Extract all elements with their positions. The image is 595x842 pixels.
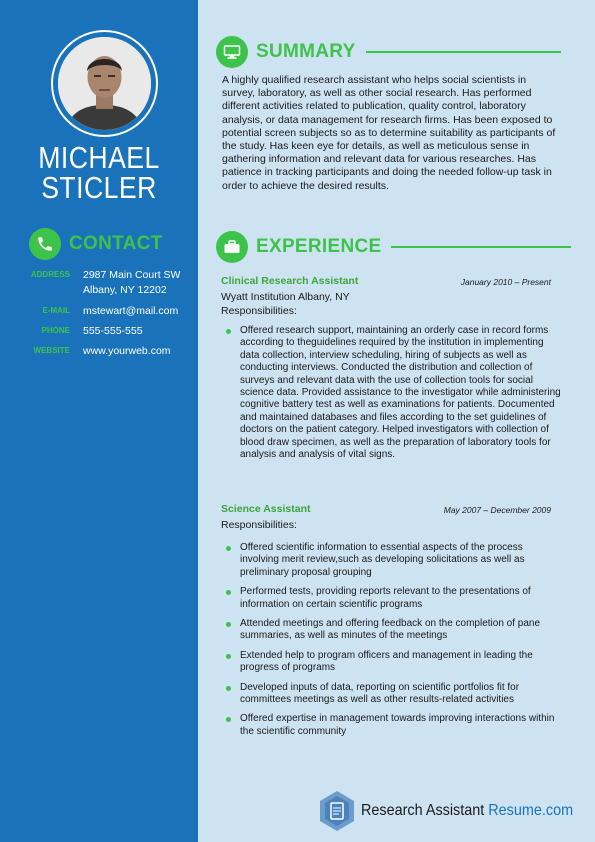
job-1-employer: Wyatt Institution Albany, NY — [221, 291, 350, 303]
summary-text: A highly qualified research assistant who helps social scientists in survey, laboratory, as well as other social research. Has performed different activities related to publication, quality control, laboratory analysis, or data management for research firms. Has been exposed to potential screen subjects so as to determine suitability as participants of the study. Has keen eye for details, as well as meticulous sense in gathering information and relevant data for various researches. Has patience in tracking participants and doing the needed follow-up task in order to achieve the desired results. — [222, 74, 556, 192]
address-line2: Albany, NY 12202 — [83, 284, 167, 296]
job-2-bullets — [221, 542, 561, 745]
job-2-title: Science Assistant — [221, 503, 311, 515]
list-item: Developed inputs of data, reporting on scientific portfolios fit for committees meetings as well as other results-related activities — [221, 682, 561, 707]
phone-value: 555-555-555 — [83, 325, 143, 337]
contact-heading — [29, 228, 163, 260]
address-line1: 2987 Main Court SW — [83, 269, 181, 281]
contact-title: CONTACT — [69, 233, 163, 254]
job-2-date: May 2007 – December 2009 — [443, 505, 551, 515]
brand-logo-text — [361, 802, 573, 820]
list-item: Offered expertise in management towards improving interactions within the scientific community — [221, 713, 561, 738]
phone-label: PHONE — [41, 326, 70, 335]
summary-title: SUMMARY — [256, 41, 356, 62]
email-label: E-MAIL — [42, 306, 70, 315]
person-portrait-icon — [58, 37, 151, 130]
list-item: Offered scientific information to essential aspects of the process involving merit review,such as developing solicitations as well as preliminary proposal grouping — [221, 542, 561, 579]
summary-heading — [216, 36, 561, 68]
email-value[interactable]: mstewart@mail.com — [83, 305, 179, 317]
job-1-date: January 2010 – Present — [460, 277, 551, 287]
list-item: Performed tests, providing reports relevant to the presentations of information on certain scientific programs — [221, 586, 561, 611]
experience-title: EXPERIENCE — [256, 236, 382, 257]
monitor-icon — [216, 36, 248, 68]
experience-heading — [216, 231, 571, 263]
avatar — [58, 37, 151, 130]
list-item: Attended meetings and offering feedback on the completion of pane summaries, as well as minutes of the meetings — [221, 618, 561, 643]
experience-divider — [391, 246, 571, 248]
website-label: WEBSITE — [33, 346, 70, 355]
address-label: ADDRESS — [30, 270, 70, 279]
job-1-title: Clinical Research Assistant — [221, 275, 359, 287]
job-1-bullets — [221, 325, 561, 461]
first-name: MICHAEL — [38, 140, 160, 175]
last-name: STICLER — [41, 170, 157, 205]
job-1-resp-label: Responsibilities: — [221, 305, 297, 317]
briefcase-icon — [216, 231, 248, 263]
hexagon-logo-icon — [318, 790, 356, 832]
brand-logo-part2: Resume.com — [488, 802, 574, 819]
phone-icon — [29, 228, 61, 260]
website-value[interactable]: www.yourweb.com — [83, 345, 171, 357]
avatar-ring — [51, 30, 158, 137]
brand-logo-part1: Research Assistant — [361, 802, 489, 819]
main-content — [198, 0, 595, 842]
job-2-resp-label: Responsibilities: — [221, 519, 297, 531]
sidebar — [0, 0, 198, 842]
list-item: Extended help to program officers and management in leading the progress of programs — [221, 650, 561, 675]
list-item: Offered research support, maintaining an orderly case in record forms according to theguidelines required by the institution in implementing data collection, interview scheduling, hiring of subjects as well as conducting interviews. Conducted the distribution and collection of surveys and relevant data with the use of collection tools for social science data. Provided assistance to the investigator while administering cognitive battery test as well as examinations for patients. Documented and maintained databases and files according to the set guidelines of doctors on the patient category. Helped investigators with collection of blood draw specimen, as well as the preparation of laboratory tools for analysis and analysis of vital signs. — [221, 325, 561, 461]
brand-logo — [318, 790, 595, 832]
summary-divider — [366, 51, 561, 53]
